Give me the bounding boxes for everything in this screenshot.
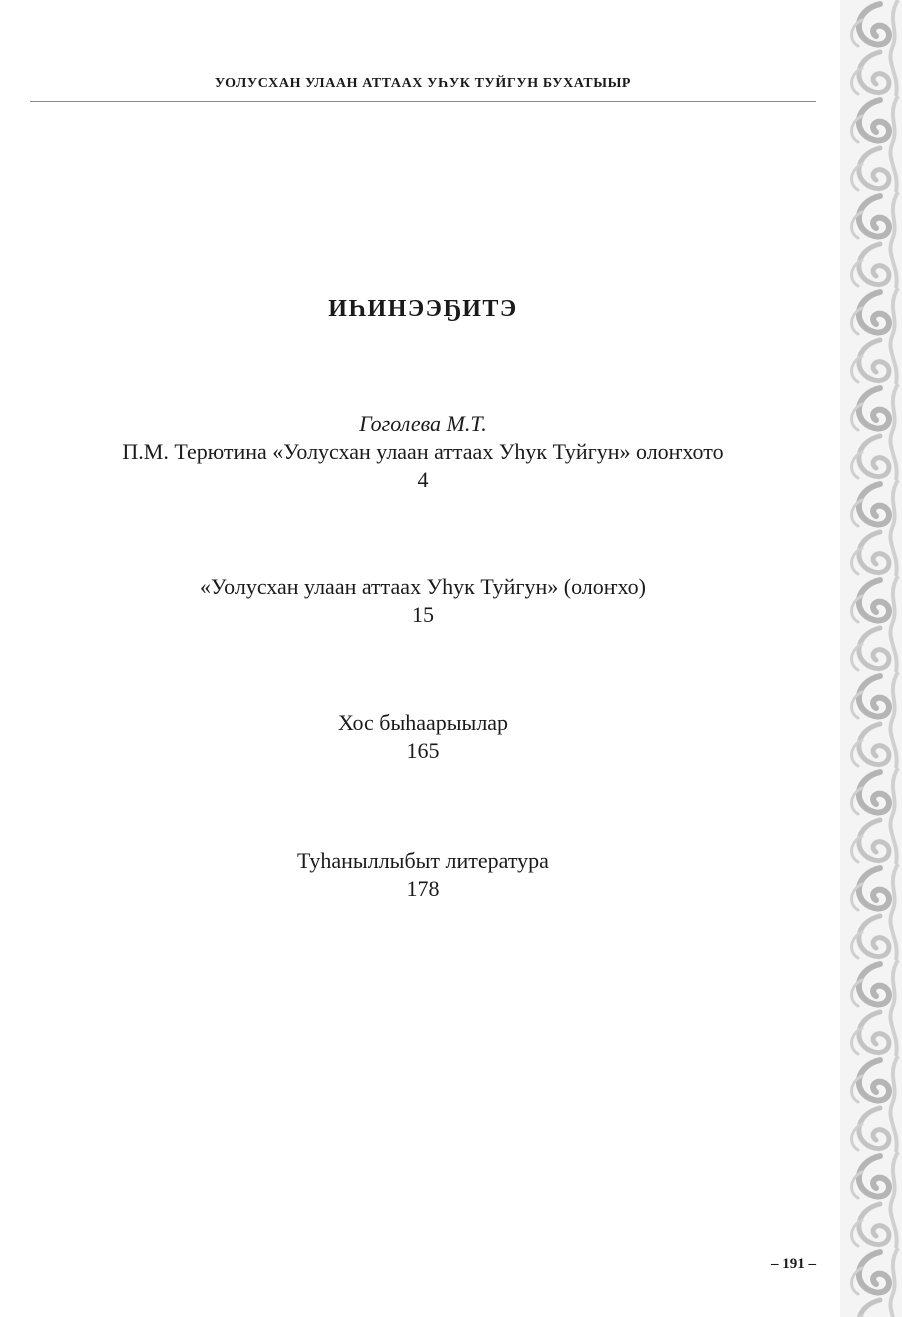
page-number: – 191 – bbox=[771, 1256, 816, 1272]
running-header: УОЛУСХАН УЛААН АТТААХ УҺУК ТУЙГУН БУХАТЫЫР bbox=[214, 76, 632, 91]
toc-entry-title: П.М. Терютина «Уолусхан улаан аттаах Уһук Туйгун» олоҥхото bbox=[122, 439, 724, 464]
header-rule bbox=[30, 101, 816, 102]
toc-entry-page: 15 bbox=[412, 602, 434, 627]
ornament-border-icon bbox=[840, 0, 902, 1317]
toc-entry-page: 178 bbox=[406, 876, 440, 901]
toc-entry-author: Гоголева М.Т. bbox=[359, 411, 487, 436]
toc-entry bbox=[30, 573, 816, 629]
toc-entry-title: «Уолусхан улаан аттаах Уһук Туйгун» (олоҥхо) bbox=[200, 574, 646, 599]
toc-entry-page: 4 bbox=[417, 467, 429, 492]
toc-entry-title: Туһаныллыбыт литература bbox=[297, 848, 549, 873]
toc-title: ИҺИНЭЭҔИТЭ bbox=[328, 296, 518, 322]
toc-entry bbox=[30, 709, 816, 765]
toc-entry bbox=[30, 410, 816, 494]
toc-entry-title: Хос быһаарыылар bbox=[337, 710, 509, 735]
toc-entry-page: 165 bbox=[406, 738, 440, 763]
toc-entry bbox=[30, 847, 816, 903]
